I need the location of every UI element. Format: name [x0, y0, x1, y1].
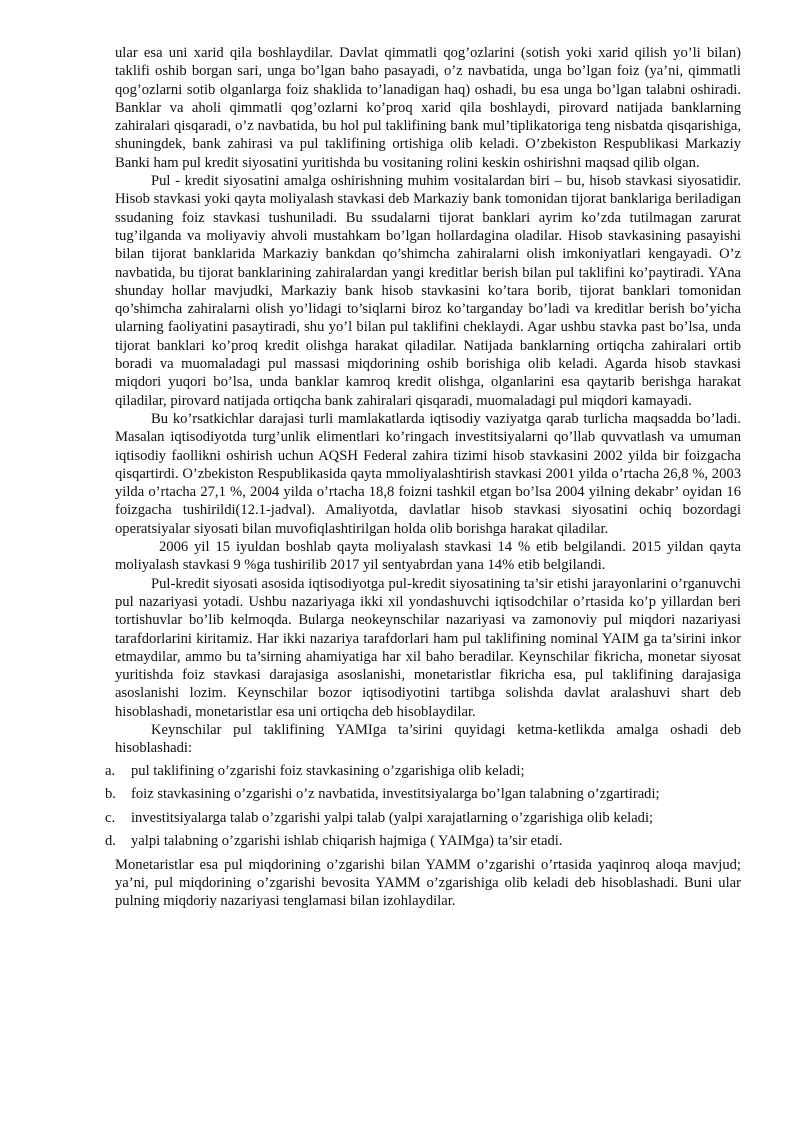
paragraph-refinancing-rate: 2006 yil 15 iyuldan boshlab qayta moliyalash stavkasi 14 % etib belgilandi. 2015 yildan qayta moliyalash stavkasi 9 %ga tushirilib 2017 yil sentyabrdan yana 14% etib belgilandi. — [115, 539, 741, 574]
document-page — [105, 44, 741, 910]
list-item-text: investitsiyalarga talab o’zgarishi yalpi talab (yalpi xarajatlarning o’zgarishiga olib keladi; — [131, 809, 654, 826]
paragraph-keynesian-sequence: Keynschilar pul taklifining YAMIga ta’sirini quyidagi ketma-ketlikda amalga oshadi deb hisoblashadi: — [115, 721, 741, 757]
list-item-text: pul taklifining o’zgarishi foiz stavkasining o’zgarishiga olib keladi; — [131, 762, 525, 779]
list-item — [105, 807, 741, 831]
list-item-text: yalpi talabning o’zgarishi ishlab chiqarish hajmiga ( YAIMga) ta’sir etadi. — [131, 833, 563, 850]
paragraph-open-market: ular esa uni xarid qila boshlaydilar. Davlat qimmatli qog’ozlarini (sotish yoki xarid qilish yo’li bilan) taklifi oshib borgan sari, unga bo’lgan baho pasayadi, o’z navbatida, unga bo’lgan foiz (ya’ni, qimmatli qog’ozlarni sotib olganlarga foiz shaklida to’lanadigan haq) oshadi, bu esa unga bo’lgan talabni oshiradi. Banklar va aholi qimmatli qog’ozlarni ko’proq xarid qila boshlaydi, pirovard natijada banklarning zahiralari qisqaradi, o’z navbatida, bu hol pul taklifining bank mul’tiplikatoriga teng nisbatda qisqarishiga, shuningdek, bank zahirasi va pul taklifining ortishiga olib keladi. O’zbekiston Respublikasi Markaziy Banki ham pul kredit siyosatini yuritishda bu vositaning rolini keskin oshirishni maqsad qilib olgan. — [115, 45, 741, 171]
paragraph-indicators: Bu ko’rsatkichlar darajasi turli mamlakatlarda iqtisodiy vaziyatga qarab turlicha maqsadda bo’ladi. Masalan iqtisodiyotda turg’unlik elimentlari ko’ringach investitsiyalarni qo’llab quvvatlash va umuman iqtisodiy faollikni oshirish uchun AQSH Federal zahira tizimi hisob stavkasini 2002 yilda bir foizgacha qisqartirdi. O’zbekiston Respublikasida qayta mmoliyalashtirish stavkasi 2001 yilda o’rtacha 26,8 %, 2003 yilda o’rtacha 27,1 %, 2004 yilda o’rtacha 18,8 foizni tashkil etgan bo’lsa 2004 yilning dekabr’ oyidan 16 foizgacha tushirildi(12.1-jadval). Amaliyotda, davlatlar hisob stavkasi siyosatini ochiq bozordagi operatsiyalar siyosati bilan muvofiqlashtirilgan holda olib borishga harakat qiladilar. — [115, 410, 741, 537]
list-item — [105, 783, 741, 807]
paragraph-monetary-theory: Pul-kredit siyosati asosida iqtisodiyotga pul-kredit siyosatining ta’sir etishi jarayonlarini o’rganuvchi pul nazariyasi yotadi. Ushbu nazariyaga ikki xil yondashuvchi iqtisodchilar o’rtasida ko’p yillardan beri tortishuvlar bo’lib kelmoqda. Bularga neokeynschilar nazariyasi va zamonoviy pul miqdori nazariyasi tarafdorlarini kiritamiz. Har ikki nazariya tarafdorlari ham pul taklifining nominal YAIM ga ta’sirini inkor etmaydilar, ammo bu ta’sirning ahamiyatiga har xil baho beradilar. Keynschilar fikricha, monetar siyosat yuritishda foiz stavkasi darajasiga asoslanishi, monetaristlar fikricha esa, pul taklifining darajasiga asoslanishi lozim. Keynschilar bozor iqtisodiyotini tartibga solishda davlat aralashuvi shart deb hisoblashadi, monetaristlar esa uni ortiqcha deb hisoblaydilar. — [115, 575, 741, 720]
paragraph-monetarists: Monetaristlar esa pul miqdorining o’zgarishi bilan YAMM o’zgarishi o’rtasida yaqinroq aloqa mavjud; ya’ni, pul miqdorining o’zgarishi bevosita YAMM o’zgarishiga olib keladi deb hisoblashadi. Buni ular pulning miqdoriy nazariyasi tenglamasi bilan izohlaydilar. — [115, 856, 741, 910]
list-marker: a. — [105, 762, 116, 779]
list-marker: b. — [105, 786, 116, 803]
list-item — [105, 760, 741, 784]
list-item — [105, 830, 741, 854]
list-marker: c. — [105, 809, 116, 826]
paragraph-discount-rate: Pul - kredit siyosatini amalga oshirishning muhim vositalardan biri – bu, hisob stavkasi siyosatidir. Hisob stavkasi yoki qayta moliyalash stavkasi deb Markaziy bank tomonidan tijorat banklariga beriladigan ssudaning foiz stavkasi tushuniladi. Bu ssudalarni tijorat banklari ayrim ko’zda tutilmagan zarurat tug’ilganda va moliyaviy ahvoli mustahkam bo’lgan hollardagina oladilar. Hisob stavkasining pasayishi bilan tijorat banklarida Markaziy bankdan qo’shimcha zahiralarni olish imkoniyatlari kengayadi. O’z navbatida, bu tijorat banklarining zahiralardan yangi kreditlar berish bilan pul taklifini ko’paytiradi. YAna shunday hollar mavjudki, Markaziy bank hisob stavkasini ko’tara borib, tijorat banklari tomonidan qo’shimcha zahiralarni olish yo’lidagi to’siqlarni biroz ko’targanday bo’ladi va kreditlar berish bo’yicha ularning faoliyatini pasaytiradi, shu yo’l bilan pul taklifini cheklaydi. Agar ushbu stavka past bo’lsa, unda tijorat banklari ko’proq kredit olishga harakat qiladilar. Natijada banklarning ortiqcha zahiralari ortib boradi va muomaladagi pul massasi miqdorining oshib borishiga olib keladi. Agarda hisob stavkasi miqdori yuqori bo’lsa, unda banklar kamroq kredit olishga, olganlarini esa qaytarib berishga harakat qiladilar, pirovard natijada ortiqcha bank zahiralari qisqaradi, muomaladagi pul miqdori kamayadi. — [115, 173, 741, 409]
list-marker: d. — [105, 833, 116, 850]
list-item-text: foiz stavkasining o’zgarishi o’z navbatida, investitsiyalarga bo’lgan talabning o’zgartiradi; — [131, 786, 660, 803]
keynesian-sequence-list — [105, 760, 741, 854]
